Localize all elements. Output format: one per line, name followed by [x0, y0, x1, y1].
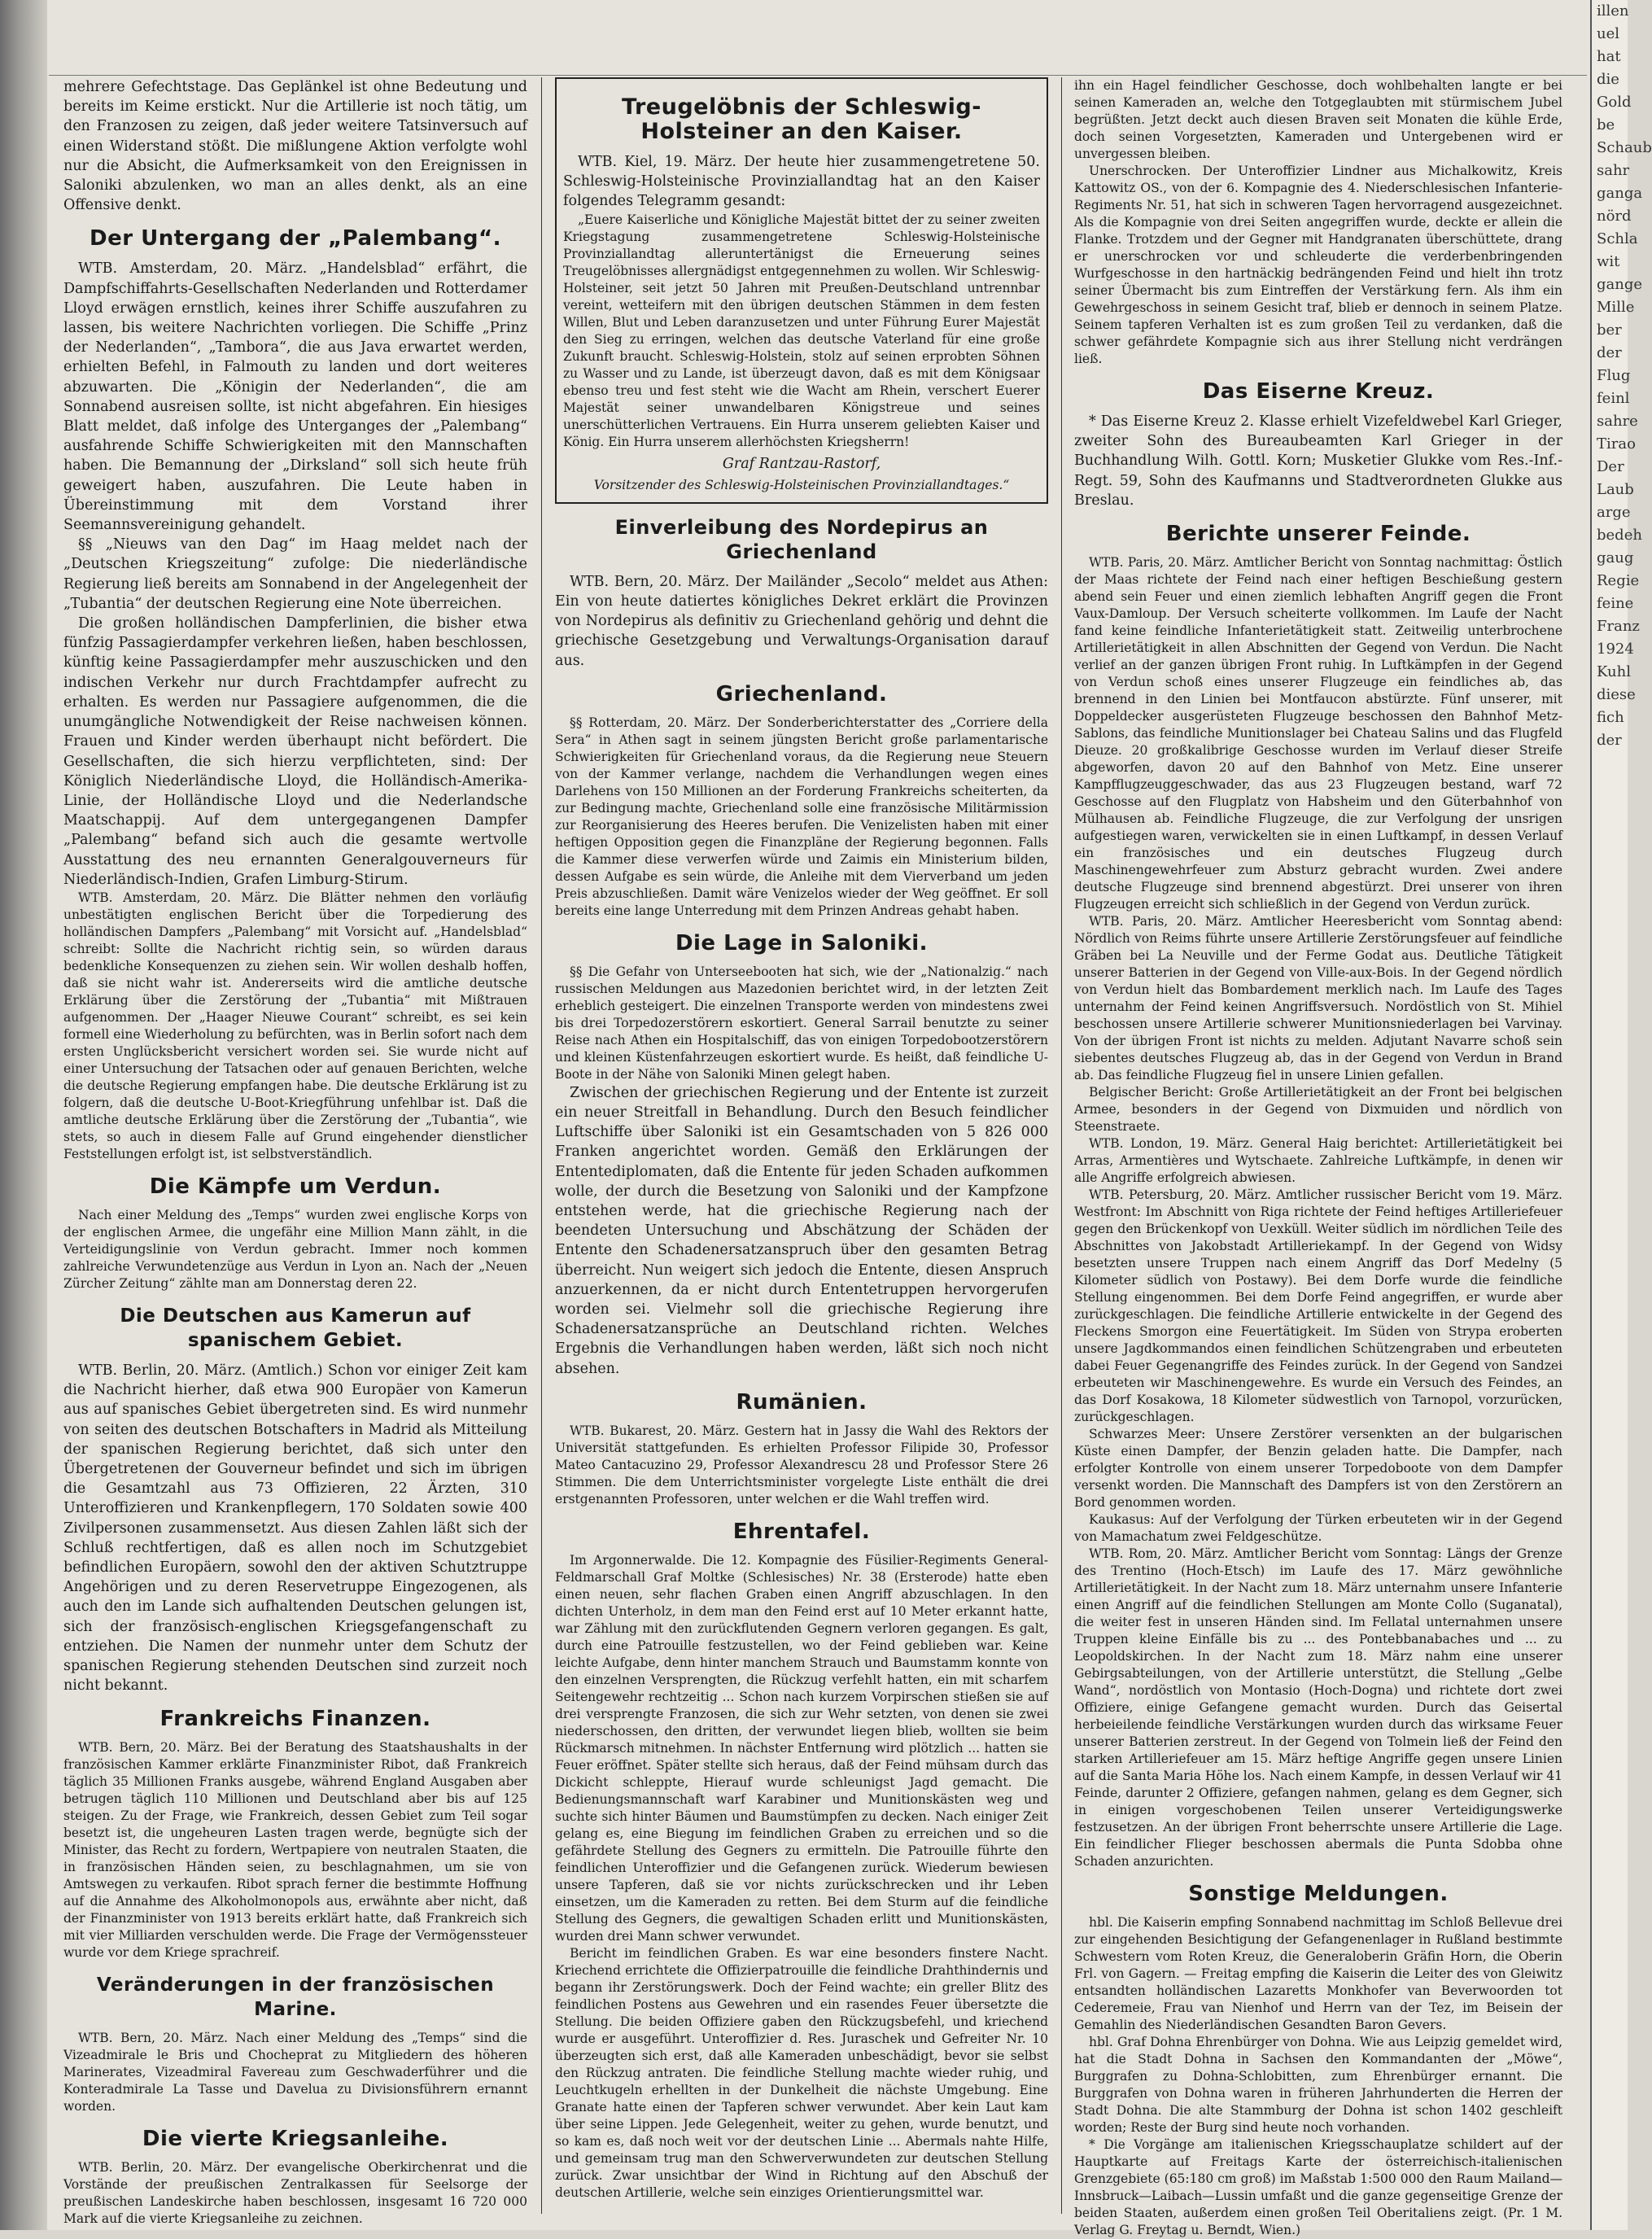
- article-feinde-5: WTB. Petersburg, 20. März. Amtlicher russischer Bericht vom 19. März. Westfront: Im Abschnitt von Riga richtete der Feind heftiges Artilleriefeuer gegen den Brückenkopf von Uexküll. Weiter südlich im nördlichen Teile des Abschnittes von Jakobstadt Artilleriekampf. In der Gegend von Widsy besetzten unsere Truppen nach einem Angriff das Dorf Medelny (5 Kilometer südlich von Postawy). Bei dem Dorfe wurde die feindliche Stellung eingenommen. Bei dem Dorfe Feind angegriffen, er wurde aber zurückgeschlagen. Die feindliche Artillerie entwickelte in der Gegend des Fleckens Smorgon eine Feuertätigkeit. Im Süden von Strypa eroberten unsere Jagdkommandos einen feindlichen Schützengraben und erbeuteten dabei Feuer Gegenangriffe des Feindes zurück. In der Gegend von Sandzei erbeuteten wir Maschinengewehre. Es wurde ein Versuch des Feindes, an das Dorf Kosakowa, 18 Kilometer südwestlich von Tarnopol, vorzurücken, zurückgeschlagen.: [1074, 1187, 1562, 1425]
- article-feinde-3: Belgischer Bericht: Große Artillerietätigkeit an der Front bei belgischen Armee, besonders in der Gegend von Dixmuiden und nördlich von Steenstraete.: [1074, 1085, 1562, 1135]
- article-rumaenien: WTB. Bukarest, 20. März. Gestern hat in Jassy die Wahl des Rektors der Universität stattgefunden. Es erhielten Professor Filipide 30, Professor Mateo Cantacuzino 29, Professor Alexandrescu 28 und Professor Stere 26 Stimmen. Die dem Unterrichtsminister vorgelegte Liste enthält die drei erstgenannten Professoren, unter welchen er die Wahl treffen wird.: [555, 1423, 1048, 1507]
- article-anleihe: WTB. Berlin, 20. März. Der evangelische Oberkirchenrat und die Vorstände der preußischen Zentralkassen für Seelsorge der preußischen Landeskirche haben beschlossen, insgesamt 16 720 000 Mark auf die vierte Kriegsanleihe zu zeichnen.: [63, 2160, 527, 2227]
- headline-saloniki: Die Lage in Saloniki.: [675, 930, 929, 956]
- article-nordepirus: WTB. Bern, 20. März. Der Mailänder „Secolo“ meldet aus Athen: Ein von heute datiertes königliches Dekret erklärt die Provinzen von Nordepirus als definitiv zu Griechenland gehörig und dehnt die griechische Gesetzgebung und Verwaltungs-Organisation darauf aus.: [555, 573, 1048, 669]
- adjacent-page-fragment: Gold: [1597, 94, 1632, 111]
- article-verdun: Nach einer Meldung des „Temps“ wurden zwei englische Korps von der englischen Armee, die ungefähr eine Million Mann zählt, in die Verteidigungslinie von Verdun gebracht. Immer noch kommen zahlreiche Verwundetenzüge aus Verdun in Lyon an. Nach der „Neuen Zürcher Zeitung“ zählte man am Donnerstag deren 22.: [63, 1207, 527, 1291]
- headline-nordepirus: Einverleibung des Nordepirus an Griechenland: [614, 515, 989, 563]
- adjacent-page-edge: [1590, 0, 1652, 2230]
- article-palembang-1: WTB. Amsterdam, 20. März. „Handelsblad“ erfährt, die Dampfschiffahrts-Gesellschaften Nederlanden und Rotterdamer Lloyd erwägen ernstlich, keines ihrer Schiffe auszufahren zu lassen, bis weitere Nachrichten vorliegen. Die Schiffe „Prinz der Nederlanden“, „Tambora“, die aus Java erwartet werden, erhielten Befehl, in Falmouth zu landen und dort weiteres abzuwarten. Die „Königin der Nederlanden“, die am Sonnabend ausreisen sollte, ist nicht abgefahren. Ein hiesiges Blatt meldet, daß infolge des Unterganges der „Palembang“ ausfahrende Schiffe Schwierigkeiten mit den Mannschaften haben. Die Bemannung der „Dirksland“ soll sich heute früh geweigert haben, auszufahren. Die Leute haben in Übereinstimmung mit dem Vorstand ihrer Seemannsvereinigung gehandelt.: [63, 260, 527, 534]
- adjacent-page-fragment: sahr: [1597, 162, 1630, 179]
- article-feinde-8: WTB. Rom, 20. März. Amtlicher Bericht vom Sonntag: Längs der Grenze des Trentino (Hoch-Etsch) im Laufe des 17. März gewöhnliche Artillerietätigkeit. In der Nacht zum 18. März unternahm unsere Infanterie einen Angriff auf die feindlichen Stellungen am Monte Collo (Suganatal), die weiter fest in unseren Händen sind. Im Fellatal unternahmen unsere Truppen kleine Einfälle bis zu ... des Pontebbanabaches und ... zu Leopoldskirchen. In der Nacht zum 18. März nahm eine unserer Gebirgsabteilungen, von der Artillerie unterstützt, die Stellung „Gelbe Wand“, nordöstlich von Montasio (Hoch-Dogna) und richtete dort zwei Offiziere, einige Gefangene gemacht wurden. Durch das Geisertal herbeieilende feindliche Verstärkungen wurden durch das wirksame Feuer unserer Batterien zerstreut. In der Gegend von Tolmein ließ der Feind den starken Artilleriefeuer am 15. März heftige Angriffe gegen unsere Linien auf die Santa Maria Höhe los. Nach einem Kampfe, in dessen Verlauf wir 41 Feinde, darunter 2 Offiziere, gefangen nahmen, gelang es dem Gegner, sich in einigen vorgeschobenen Teilen unserer Verteidigungswerke festzusetzen. An der übrigen Front beherrschte unsere Artillerie die Lage. Ein feindlicher Flieger beschossen abermals die Punta Sdobba ohne Schaden anzurichten.: [1074, 1546, 1562, 1869]
- article-palembang-2: §§ „Nieuws van den Dag“ im Haag meldet nach der „Deutschen Kriegszeitung“ zufolge: Die niederländische Regierung ließ bereits am Sonnabend in der Angelegenheit der „Tubantia“ der deutschen Regierung eine Note überreichen.: [63, 536, 527, 612]
- adjacent-page-fragment: Schla: [1597, 230, 1638, 247]
- column-3: [1074, 77, 1562, 2238]
- article-ehrentafel-1: Im Argonnerwalde. Die 12. Kompagnie des Füsilier-Regiments General-Feldmarschall Graf Moltke (Schlesisches) Nr. 38 (Ersterode) hatte eben einen neuen, sehr flachen Graben einen Angriff abzuschlagen. In den dichten Unterholz, in dem man den Feind erst auf 10 Meter erkannt hatte, war Zählung mit den zurückflutenden Gegnern verloren gegangen. Es galt, durch eine Patrouille festzustellen, wo der Feind geblieben war. Keine leichte Aufgabe, denn hinter manchem Strauch und Baumstamm konnte von den einzelnen Versprengten, die Rückzug verfehlt hatten, ein mit scharfem Seitengewehr rechtzeitig ... Schon nach kurzem Vorpirschen stießen sie auf drei versprengte Franzosen, die sich zur Wehr setzten, von denen sie zwei niederschossen, den dritten, der verwundet liegen blieb, wollten sie beim Rückmarsch mitnehmen. In nächster Entfernung wird plötzlich ... hatten sie Feuer eröffnet. Später stellte sich heraus, daß der Feind mühsam durch das Dickicht schleppte, Hierauf wurde schleunigst Jagd gemacht. Die Bedienungsmannschaft warf Karabiner und Munitionskästen weg und suchte sich hinter Bäumen und Baumstümpfen zu decken. Nach einiger Zeit gelang es, eine Biegung im feindlichen Graben zu erreichen und so die gefährdete Stellung des Gegners zu ermitteln. Die Patrouille führte den feindlichen Unteroffizier und die Gefangenen zurück. Wiederum bewiesen unsere Tapferen, daß sie vor nichts zurückschrecken und ihr Leben einsetzen, um die Kameraden zu retten. Bei dem Sturm auf die feindliche Stellung des Gegners, die gewaltigen Schaden erlitt und Munitionskästen, wurden drei Mann schwer verwundet.: [555, 1552, 1048, 1944]
- adjacent-page-fragment: uel: [1597, 25, 1620, 42]
- headline-eisernes-kreuz: Das Eiserne Kreuz.: [1202, 379, 1435, 404]
- adjacent-page-fragment: arge: [1597, 504, 1631, 521]
- top-rule: [49, 75, 1587, 76]
- article-eisernes-kreuz: * Das Eiserne Kreuz 2. Klasse erhielt Vizefeldwebel Karl Grieger, zweiter Sohn des Bureaubeamten Karl Grieger in der Buchhandlung Wilh. Gottl. Korn; Musketier Glukke vom Res.-Inf.-Regt. 59, Sohn des Kaufmanns und Stadtverordneten Glukke aus Breslau.: [1074, 413, 1562, 509]
- article-treue-2: „Euere Kaiserliche und Königliche Majestät bittet der zu seiner zweiten Kriegstagung zusammengetretene Schleswig-Holsteinische Provinziallandtag alleruntertänigst die Erneuerung seines Treugelöbnisses allergnädigst entgegennehmen zu wollen. Wir Schleswig-Holsteiner, seit jetzt 50 Jahren mit Preußen-Deutschland untrennbar vereint, wetteifern mit den übrigen deutschen Stämmen in dem festen Willen, Blut und Leben daranzusetzen und unter Führung Eurer Majestät den Sieg zu erringen, welchen das deutsche Vaterland für eine große Zukunft braucht. Schleswig-Holstein, stolz auf seinen erprobten Söhnen zu Wasser und zu Lande, ist überzeugt davon, daß es mit dem Königsaar ebenso treu und fest steht wie die Wacht am Rhein, verschert Euerer Majestät seiner unwandelbaren Königstreue und seines unerschütterlichen Vertrauens. Ein Hurra unserem geliebten Kaiser und König. Ein Hurra unserem allerhöchsten Kriegsherrn!: [563, 212, 1040, 449]
- article-feinde-7: Kaukasus: Auf der Verfolgung der Türken erbeuteten wir in der Gegend von Mamachatum zwei Feldgeschütze.: [1074, 1512, 1562, 1545]
- article-feinde-1: WTB. Paris, 20. März. Amtlicher Bericht von Sonntag nachmittag: Östlich der Maas richtete der Feind nach einer heftigen Beschießung gestern abend sein Feuer und einen ziemlich lebhaften Angriff gegen die Front Vaux-Damloup. Der Versuch scheiterte vollkommen. Im Laufe der Nacht fand keine feindliche Infanterietätigkeit statt. Zeitweilig unterbrochene Artillerietätigkeit in allen Abschnitten der Gegend von Verdun. Die Nacht verlief an der ganzen übrigen Front ruhig. In Luftkämpfen in der Gegend von Verdun schoß eines unserer Flugzeuge ein feindliches ab, das brennend in den Linien bei Montfaucon abstürzte. Fünf unserer, mit Doppeldecker ausgerüsteten Flugzeuge beschossen den Bahnhof Metz-Sablons, das feindliche Munitionslager bei Chateau Salins und das Flugfeld Dieuze. 20 großkalibrige Geschosse wurden im Verlauf dieser Streife abgeworfen, davon 20 auf den Bahnhof von Metz. Eine unserer Kampfflugzeuggeschwader, das aus 23 Flugzeugen bestand, warf 72 Geschosse auf den Flugplatz von Habsheim und den Güterbahnhof von Mülhausen ab. Feindliche Flugzeuge, die zur Verfolgung der unsrigen aufgestiegen waren, verwickelten sie in einen Luftkampf, in dessen Verlauf ein französisches und ein deutsches Flugzeug durch Maschinengewehrfeuer zum Absturz gebracht wurden. Zwei andere deutsche Flugzeuge sind brennend abgestürzt. Drei unserer von ihren Flugzeugen erreicht sich schließlich in der Gegend von Verdun zurück.: [1074, 555, 1562, 912]
- headline-palembang: Der Untergang der „Palembang“.: [90, 226, 501, 251]
- signature-name: Graf Rantzau-Rastorf,: [722, 455, 881, 472]
- article-saloniki-1: §§ Die Gefahr von Unterseebooten hat sich, wie der „Nationalzig.“ nach russischen Meldungen aus Mazedonien berichtet wird, in der letzten Zeit erheblich gesteigert. Die einzelnen Transporte werden von mindestens zwei bis drei Torpedozerstörern eskortiert. General Sarrail benutzte zu seiner Reise nach Athen ein Hospitalschiff, das von einigen Torpedobootzerstörern und kleinen Küstenfahrzeugen eskortiert wurde. Es heißt, daß feindliche U-Boote in der Nähe von Saloniki Minen gelegt haben.: [555, 964, 1048, 1082]
- adjacent-page-fragment: gange: [1597, 276, 1643, 293]
- article-ehrentafel-2: Bericht im feindlichen Graben. Es war eine besonders finstere Nacht. Kriechend errichtete die Offizierpatrouille die feindliche Drahthindernis und begann ihr Zerstörungswerk. Doch der Feind wachte; ein greller Blitz des feindlichen Postens aus Gewehren und ein rasendes Feuer übersetzte die Stellung. Die beiden Offiziere gaben den Rückzugsbefehl, und kriechend wurde er ausgeführt. Unteroffizier d. Res. Juraschek und Gefreiter Nr. 10 überzeugten sich erst, daß alle Kameraden unbeschädigt, bevor sie selbst den Rückzug antraten. Die feindliche Stellung machte wieder ruhig, und Leuchtkugeln erhellten in der Dunkelheit die nächste Umgebung. Eine Granate hatte einen der Tapferen schwer verwundet. Aber kein Laut kam über seine Lippen. Jede Gelegenheit, weiter zu gehen, wurde benutzt, und so kam es, daß noch weit vor der deutschen Linie ... Abermals nahte Hilfe, und gemeinsam trug man den Schwerverwundeten zur deutschen Stellung zurück. Zwar unsichtbar der Wind in Richtung auf den Abschuß der deutschen Artillerie, welche sein einziges Orientierungsmittel war.: [555, 1945, 1048, 2200]
- headline-verdun: Die Kämpfe um Verdun.: [149, 1174, 442, 1199]
- intro-paragraph: mehrere Gefechtstage. Das Geplänkel ist ohne Bedeutung und bereits im Keime erstickt. Nur die Artillerie ist noch tätig, um den Franzosen zu zeigen, daß jeder weitere Tatsinversuch auf einen Widerstand stößt. Die mißlungene Aktion verfolgte wohl nur die Absicht, die Aufmerksamkeit von den Ereignissen in Saloniki abzulenken, wo man an alles denkt, als an eine Offensive denkt.: [63, 79, 527, 214]
- headline-finanzen: Frankreichs Finanzen.: [160, 1707, 431, 1732]
- column-divider-1: [541, 77, 542, 2214]
- headline-anleihe: Die vierte Kriegsanleihe.: [142, 2127, 449, 2152]
- column-divider-2: [1061, 77, 1062, 2214]
- headline-marine: Veränderungen in der französischen Marine.: [96, 1974, 495, 2021]
- adjacent-page-fragment: wit: [1597, 253, 1620, 270]
- adjacent-page-fragment: Franz: [1597, 618, 1640, 635]
- article-finanzen: WTB. Bern, 20. März. Bei der Beratung des Staatshaushalts in der französischen Kammer erklärte Finanzminister Ribot, daß Frankreich täglich 35 Millionen Franks ausgebe, während England Ausgaben aber betrugen täglich 110 Millionen und Deutschland aber bis auf 125 steigen. Zu der Frage, wie Frankreich, dessen Gebiet zum Teil sogar besetzt ist, die ungeheuren Lasten tragen werde, begnügte sich der Minister, das Recht zu fordern, Wertpapiere von neutralen Staaten, die in französischen Händen seien, zu beschlagnahmen, um sie von Amtswegen zu verkaufen. Ribot sprach ferner die bestimmte Hoffnung auf die Annahme des Alkoholmonopols aus, erwähnte aber nicht, daß der Finanzminister von 1913 bereits erklärt hatte, daß Frankreich sich mit vier Milliarden verschulden werde. Die Frage der Vermögenssteuer wurde vor dem Kriege sprachreif.: [63, 1740, 527, 1961]
- article-marine: WTB. Bern, 20. März. Nach einer Meldung des „Temps“ sind die Vizeadmirale le Bris und Chocheprat zu Mitgliedern des höheren Marinerates, Vizeadmiral Favereau zum Geschwaderführer und die Konteradmirale La Tasse und Davelua zu Divisionsführern ernannt worden.: [63, 2031, 527, 2114]
- article-continued-top: ihn ein Hagel feindlicher Geschosse, doch wohlbehalten langte er bei seinen Kameraden an, welche den Totgeglaubten mit stürmischem Jubel begrüßten. Jetzt deckt auch diesen Braven seit Monaten die kühle Erde, doch seinen Vorgesetzten, Kameraden und Untergebenen wird er unvergessen bleiben.: [1074, 78, 1562, 161]
- adjacent-page-fragment: sahre: [1597, 413, 1638, 430]
- adjacent-page-fragment: Flug: [1597, 367, 1631, 384]
- column-2: [555, 77, 1048, 2214]
- article-feinde-6: Schwarzes Meer: Unsere Zerstörer versenkten an der bulgarischen Küste einen Dampfer, der Benzin geladen hatte. Die Dampfer, nach erfolgter Kontrolle von einem unserer Torpedoboote von dem Dampfer versenkt worden. Die Mannschaft des Dampfers ist von den Zerstörern an Bord genommen worden.: [1074, 1427, 1562, 1511]
- adjacent-page-fragment: die: [1597, 71, 1619, 88]
- adjacent-page-fragment: feine: [1597, 595, 1634, 612]
- headline-kamerun: Die Deutschen aus Kamerun auf spanischem Gebiet.: [120, 1305, 471, 1351]
- adjacent-page-fragment: ganga: [1597, 185, 1643, 202]
- headline-griechenland: Griechenland.: [715, 681, 888, 706]
- adjacent-page-fragment: Regie: [1597, 572, 1640, 589]
- headline-treuegeloebnis: Treugelöbnis der Schleswig-Holsteiner an den Kaiser.: [622, 94, 981, 144]
- adjacent-page-fragment: feinl: [1597, 390, 1630, 407]
- adjacent-page-fragment: Mille: [1597, 299, 1635, 316]
- article-treue-1: WTB. Kiel, 19. März. Der heute hier zusammengetretene 50. Schleswig-Holsteinische Provinziallandtag hat an den Kaiser folgendes Telegramm gesandt:: [563, 154, 1040, 210]
- adjacent-page-fragment: Tirao: [1597, 435, 1636, 453]
- adjacent-page-fragment: Schaub: [1597, 139, 1652, 156]
- article-kamerun: WTB. Berlin, 20. März. (Amtlich.) Schon vor einiger Zeit kam die Nachricht hierher, daß etwa 900 Europäer von Kamerun aus auf spanisches Gebiet übergetreten sind. Es wird nunmehr von seiten des deutschen Botschafters in Madrid als Mitteilung der spanischen Regierung berichtet, daß sich unter den Übergetretenen der Gouverneur befindet und sich im übrigen die Gesamtzahl aus 73 Offizieren, 22 Ärzten, 310 Unteroffizieren und Krankenpflegern, 170 Soldaten sowie 400 Zivilpersonen zusammensetzt. Aus diesen Zahlen läßt sich der Schluß rechtfertigen, daß es allen noch im Schutzgebiet befindlichen Europäern, sowohl den der aktiven Schutztruppe Angehörigen und zu deren Reservetruppe Eingezogenen, als auch den im Lande sich aufhaltenden Deutschen gelungen ist, sich der französisch-englischen Kriegsgefangenschaft zu entziehen. Die Namen der nunmehr unter dem Schutz der spanischen Regierung stehenden Deutschen sind zurzeit noch nicht bekannt.: [63, 1362, 527, 1695]
- adjacent-page-fragment: der: [1597, 732, 1622, 749]
- adjacent-page-fragment: illen: [1597, 2, 1629, 20]
- adjacent-page-fragment: fich: [1597, 709, 1624, 726]
- adjacent-page-fragment: Laub: [1597, 481, 1634, 498]
- adjacent-page-fragments: [1592, 0, 1652, 752]
- column-1: [63, 77, 527, 2227]
- boxed-article-treuegeloebnis: [555, 77, 1048, 504]
- adjacent-page-fragment: der: [1597, 344, 1622, 361]
- article-sonstige-2: hbl. Graf Dohna Ehrenbürger von Dohna. Wie aus Leipzig gemeldet wird, hat die Stadt Dohna in Sachsen den Kommandanten der „Möwe“, Burggrafen zu Dohna-Schlobitten, zum Ehrenbürger ernannt. Die Burggrafen von Dohna waren in früheren Jahrhunderten die Herren der Stadt Dohna. Die alte Stammburg der Dohna ist schon 1402 geschleift worden; Reste der Burg sind heute noch vorhanden.: [1074, 2035, 1562, 2136]
- article-unerschrocken: Unerschrocken. Der Unteroffizier Lindner aus Michalkowitz, Kreis Kattowitz OS., von der 6. Kompagnie des 4. Niederschlesischen Infanterie-Regiments Nr. 51, hat sich in schweren Tagen hervorragend ausgezeichnet. Als die Kompagnie von drei Seiten angegriffen wurde, deckte er allein die Flanke. Trotzdem und der Gegner mit Handgranaten überschüttete, drang er unerschrocken vor und schleuderte die verderbenbringenden Wurfgeschosse in den hartnäckig bedrängenden Feind und hielt ihn trotz seiner Übermacht bis zum Eintreffen der Verstärkung fern. Als ihm ein Gewehrgeschoss in seinem Gesicht traf, blieb er dennoch in seinem Platze. Seinem tapferen Verhalten ist es zum großen Teil zu verdanken, daß die schwer gefährdete Kompagnie sich aus ihrer Stellung nicht verdrängen ließ.: [1074, 164, 1562, 366]
- adjacent-page-fragment: diese: [1597, 686, 1636, 703]
- headline-rumaenien: Rumänien.: [736, 1389, 868, 1415]
- article-palembang-4: WTB. Amsterdam, 20. März. Die Blätter nehmen den vorläufig unbestätigten englischen Bericht über die Torpedierung des holländischen Dampfers „Palembang“ mit Vorsicht auf. „Handelsblad“ schreibt: Sollte die Nachricht richtig sein, so würden daraus bedenkliche Konsequenzen zu ziehen sein. Wir wollen deshalb hoffen, daß sie nicht wahr ist. Andererseits wird die amtliche deutsche Erklärung über die Zerstörung der „Tubantia“ mit Mißtrauen aufgenommen. Der „Haager Nieuwe Courant“ schreibt, es sei kein formell eine Wiederholung zu befürchten, was in Berlin sofort nach dem ersten Unglücksbericht versichert worden sei. Sie wurde nicht auf einer Untersuchung der Tatsachen oder auf genauen Berichten, welche die deutsche Regierung empfangen habe. Die deutsche Erklärung ist zu folgern, daß die deutsche U-Boot-Kriegführung unfehlbar ist. Daß die amtliche deutsche Erklärung über die Zerstörung der „Tubantia“, wie stets, so auch in diesem Falle auf Grund eingehender dienstlicher Feststellungen erfolgt ist, ist selbstverständlich.: [63, 890, 527, 1161]
- article-saloniki-2: Zwischen der griechischen Regierung und der Entente ist zurzeit ein neuer Streitfall in Behandlung. Durch den Besuch feindlicher Luftschiffe über Saloniki ist ein Gesamtschaden von 5 826 000 Franken angerichtet worden. Gemäß den Erklärungen der Ententediplomaten, daß die Entente für jeden Schaden aufkommen wolle, der durch die Besetzung von Saloniki und der Kampfzone entstehen werde, hat die griechische Regierung nach der beendeten Untersuchung und Abschätzung der Schäden der Entente den Schadenersatzanspruch über den gesamten Betrag überreicht. Nun weigert sich jedoch die Entente, diesen Anspruch anzuerkennen, da er nicht durch Ententetruppen hervorgerufen worden sei. Vielmehr soll die griechische Regierung ihre Schadenersatzansprüche an Deutschland richten. Welches Ergebnis die Verhandlungen haben werden, läßt sich noch nicht absehen.: [555, 1084, 1048, 1377]
- headline-sonstige: Sonstige Meldungen.: [1188, 1882, 1449, 1907]
- adjacent-page-fragment: gaug: [1597, 549, 1634, 566]
- article-sonstige-1: hbl. Die Kaiserin empfing Sonnabend nachmittag im Schloß Bellevue drei zur eingehenden Besichtigung der Gefangenenlager in Rußland bestimmte Schwestern vom Roten Kreuz, die Generaloberin Gräfin Horn, die Oberin Frl. von Gagern. — Freitag empfing die Kaiserin die Leiter des von Gleiwitz entsandten holländischen Lazaretts Monkhofer van Beverwoorden tot Cederemeie, Frau van Nienhof und Herrn van der Tez, im Beisein der Gemahlin des Niederländischen Gesandten Baron Gevers.: [1074, 1915, 1562, 2033]
- adjacent-page-fragment: bedeh: [1597, 527, 1642, 544]
- signature-title: Vorsitzender des Schleswig-Holsteinischen Provinziallandtages.“: [593, 477, 1010, 492]
- article-sonstige-3: * Die Vorgänge am italienischen Kriegsschauplatze schildert auf der Hauptkarte auf Freitags Karte der österreichisch-italienischen Grenzgebiete (65:180 cm groß) im Maßstab 1:500 000 den Raum Mailand—Innsbruck—Laibach—Lussin umfaßt und die ganze gegenseitige Grenze der beiden Staaten, außerdem einen großen Teil Oberitaliens zeigt. (Pr. 1 M. Verlag G. Freytag u. Berndt, Wien.): [1074, 2137, 1562, 2238]
- adjacent-page-fragment: nörd: [1597, 208, 1632, 225]
- article-feinde-2: WTB. Paris, 20. März. Amtlicher Heeresbericht vom Sonntag abend: Nördlich von Reims führte unsere Artillerie Zerstörungsfeuer auf feindliche Gräben bei La Neuville und der Ferme Godat aus. Deutliche Tätigkeit unserer Batterien in der Gegend von Ville-aux-Bois. In der Gegend nördlich von Verdun hielt das Bombardement merklich nach. Im Laufe des Tages unternahm der Feind keinen Angriffsversuch. Nordöstlich von St. Mihiel beschossen unsere Artillerie schwerer Munitionsniederlagen bei Varvinay. Von der übrigen Front ist nichts zu melden. Adjutant Navarre schoß sein siebentes deutsches Flugzeug ab, das in der Gegend von Verdun in Brand ab. Das feindliche Flugzeug fiel in unsere Linien gefallen.: [1074, 914, 1562, 1083]
- adjacent-page-fragment: ber: [1597, 321, 1622, 339]
- article-griechenland: §§ Rotterdam, 20. März. Der Sonderberichterstatter des „Corriere della Sera“ in Athen sagt in seinem jüngsten Bericht große parlamentarische Schwierigkeiten für Griechenland voraus, da die Regierung neue Steuern von der Kammer verlange, nachdem die Verhandlungen wegen eines Darlehens von 150 Millionen an der Forderung Frankreichs scheiterten, da zur Bedingung machte, Griechenland solle eine französische Militärmission zur Reorganisierung des Heeres berufen. Die Venizelisten haben mit einer heftigen Opposition gegen die Finanzpläne der Regierung begonnen. Falls die Kammer diese verwerfen würde und Zaimis ein Ministerium bilden, dessen Aufgabe es sein würde, die Anleihe mit dem Vierverband um jeden Preis abzuschließen. Damit wäre Venizelos wieder der Weg geöffnet. Er soll bereits eine lange Unterredung mit dem Prinzen Andreas gehabt haben.: [555, 715, 1048, 918]
- headline-ehrentafel: Ehrentafel.: [732, 1519, 871, 1544]
- book-binding-edge: [0, 0, 47, 2230]
- adjacent-page-fragment: Der: [1597, 458, 1624, 475]
- adjacent-page-fragment: 1924: [1597, 641, 1634, 658]
- article-palembang-3: Die großen holländischen Dampferlinien, die bisher etwa fünfzig Passagierdampfer verkehren ließen, haben beschlossen, künftig keine Passagierdampfer mehr auszuschicken und den indischen Verkehr nur durch Frachtdampfer aufrecht zu erhalten. Es werden nur Passagiere aufgenommen, die die unumgängliche Notwendigkeit der Reise nachweisen können. Frauen und Kinder werden überhaupt nicht befördert. Die Gesellschaften, die sich hierzu verpflichteten, sind: Der Königlich Niederländische Lloyd, die Holländisch-Amerika-Linie, der Holländische Lloyd und die Nederlandsche Maatschappij. Auf dem untergegangenen Dampfer „Palembang“ befand sich auch die gesamte wertvolle Ausstattung des neu ernannten Generalgouverneurs für Niederländisch-Indien, Grafen Limburg-Stirum.: [63, 615, 527, 888]
- adjacent-page-fragment: be: [1597, 116, 1615, 133]
- adjacent-page-fragment: Kuhl: [1597, 663, 1631, 680]
- article-feinde-4: WTB. London, 19. März. General Haig berichtet: Artillerietätigkeit bei Arras, Armentières und Wytschaete. Zahlreiche Luftkämpfe, in denen wir alle Angriffe erfolgreich abwiesen.: [1074, 1136, 1562, 1186]
- adjacent-page-fragment: hat: [1597, 48, 1621, 65]
- headline-feinde: Berichte unserer Feinde.: [1165, 522, 1471, 547]
